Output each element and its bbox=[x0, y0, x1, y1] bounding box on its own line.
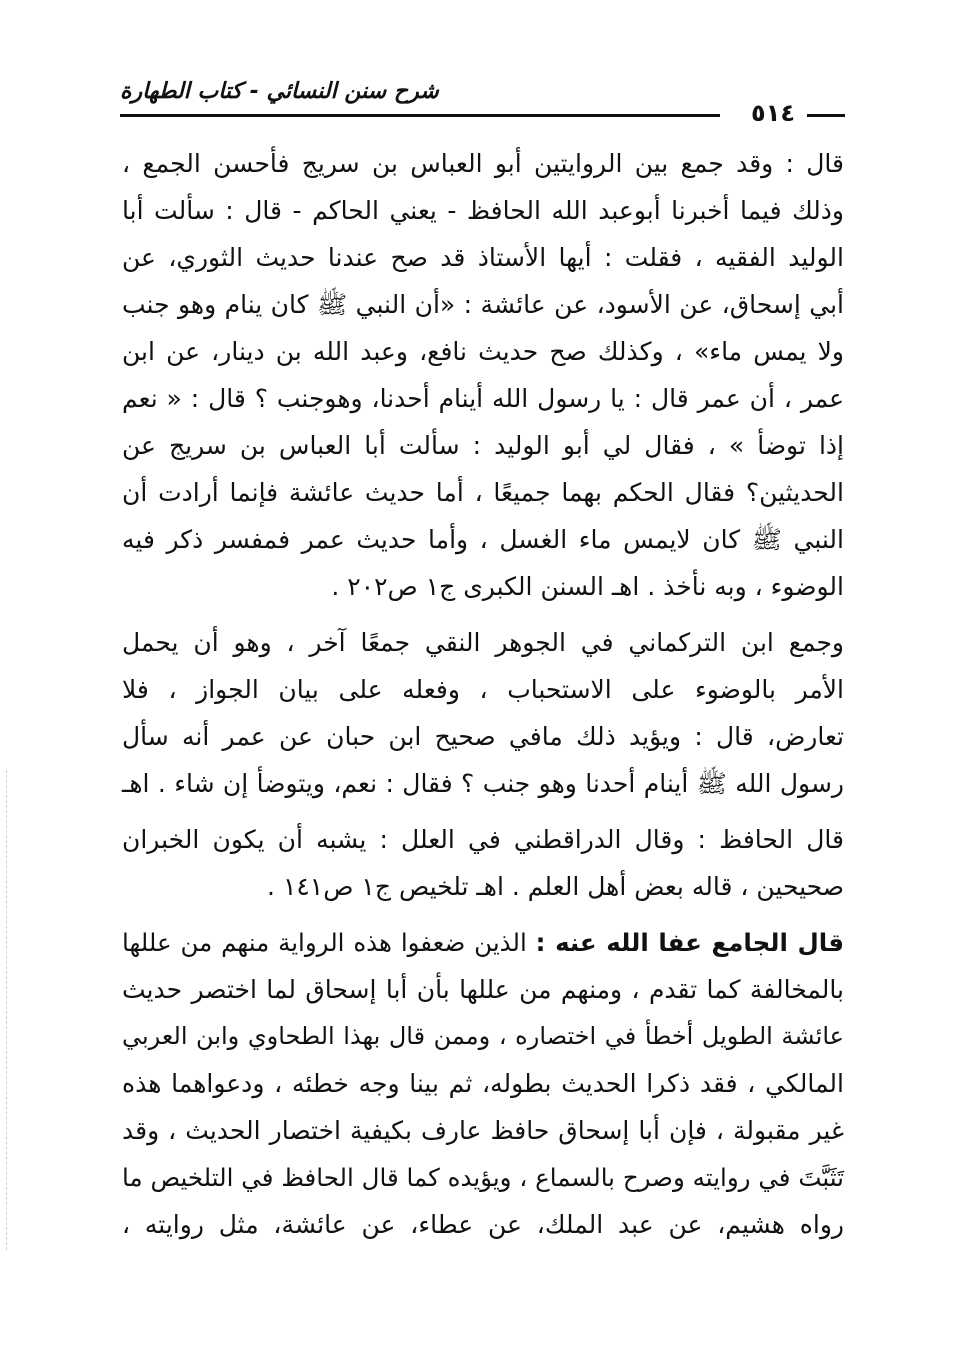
text-line: رسول الله ﷺ أينام أحدنا وهو جنب ؟ فقال : نعم، ويتوضأ إن شاء . اهـ bbox=[122, 769, 844, 798]
text-line: تعارض، قال : ويؤيد ذلك مافي صحيح ابن حبان عن عمر أنه سأل bbox=[122, 722, 844, 751]
text-line: قال : وقد جمع بين الروايتين أبو العباس بن سريج فأحسن الجمع ، bbox=[122, 149, 844, 178]
paragraph-1 bbox=[122, 140, 844, 610]
text-line: عمر ، أن عمر قال : يا رسول الله أينام أحدنا، وهوجنب ؟ قال : « نعم bbox=[122, 384, 844, 413]
compiler-lead: قال الجامع عفا الله عنه : bbox=[535, 928, 844, 957]
text-line: الأمر بالوضوء على الاستحباب ، وفعله على بيان الجواز ، فلا bbox=[122, 675, 844, 704]
scan-margin-marks bbox=[6, 770, 9, 1250]
text-line: عائشة الطويل أخطأ في اختصاره ، وممن قال بهذا الطحاوي وابن العربي bbox=[122, 1022, 844, 1050]
text-line: ولا يمس ماء» ، وكذلك صح حديث نافع، وعبد الله بن دينار، عن ابن bbox=[122, 337, 844, 366]
text-line: إذا توضأ » ، فقال لي أبو الوليد : سألت أبا العباس بن سريج عن bbox=[122, 431, 844, 460]
text-line-with-lead bbox=[122, 919, 844, 966]
header-rule bbox=[120, 114, 720, 117]
page-header bbox=[120, 70, 845, 130]
text-line: وذلك فيما أخبرنا أبوعبد الله الحافظ - يعني الحاكم - قال : سألت أبا bbox=[122, 196, 844, 225]
text-line: الحديثين؟ فقال الحكم بهما جميعًا ، أما حديث عائشة فإنما أرادت أن bbox=[122, 478, 844, 507]
text-line: الذين ضعفوا هذه الرواية منهم من عللها bbox=[122, 928, 527, 957]
text-line: بالمخالفة كما تقدم ، ومنهم من عللها بأن أبا إسحاق لما اختصر حديث bbox=[122, 975, 844, 1004]
paragraph-2 bbox=[122, 619, 844, 807]
text-line: غير مقبولة ، فإن أبا إسحاق حافظ عارف بكيفية اختصار الحديث ، وقد bbox=[122, 1116, 844, 1145]
text-line: رواه هشيم، عن عبد الملك، عن عطاء، عن عائشة، مثل روايته ، bbox=[122, 1210, 844, 1239]
text-line: أبي إسحاق، عن الأسود، عن عائشة : «أن النبي ﷺ كان ينام وهو جنب bbox=[122, 290, 844, 319]
paragraph-3 bbox=[122, 816, 844, 910]
book-title: شرح سنن النسائي - كتاب الطهارة bbox=[120, 79, 439, 104]
text-line: النبي ﷺ كان لايمس ماء الغسل ، وأما حديث عمر فمفسر ذكر فيه bbox=[122, 525, 844, 554]
page-number: ٥١٤ bbox=[751, 99, 795, 127]
paragraph-4 bbox=[122, 919, 844, 1248]
text-line: قال الحافظ : وقال الدراقطني في العلل : يشبه أن يكون الخبران bbox=[122, 825, 844, 854]
header-rule-short bbox=[807, 114, 845, 117]
text-line: الوضوء ، وبه نأخذ . اهـ السنن الكبرى ج١ ص٢٠٢ . bbox=[331, 572, 844, 601]
text-line: الوليد الفقيه ، فقلت : أيها الأستاذ قد صح عندنا حديث الثوري، عن bbox=[122, 243, 844, 272]
text-line: وجمع ابن التركماني في الجوهر النقي جمعًا آخر ، وهو أن يحمل bbox=[122, 628, 844, 657]
body-text bbox=[122, 140, 844, 1257]
text-line: المالكي ، فقد ذكرا الحديث بطوله، ثم بينا وجه خطئه ، ودعواهما هذه bbox=[122, 1069, 844, 1098]
text-line: تَثَبَّتَ في روايته وصرح بالسماع ، ويؤيده كما قال الحافظ في التلخيص ما bbox=[122, 1163, 844, 1192]
text-line: صحيحين ، قاله بعض أهل العلم . اهـ تلخيص ج١ ص١٤١ . bbox=[267, 872, 844, 901]
